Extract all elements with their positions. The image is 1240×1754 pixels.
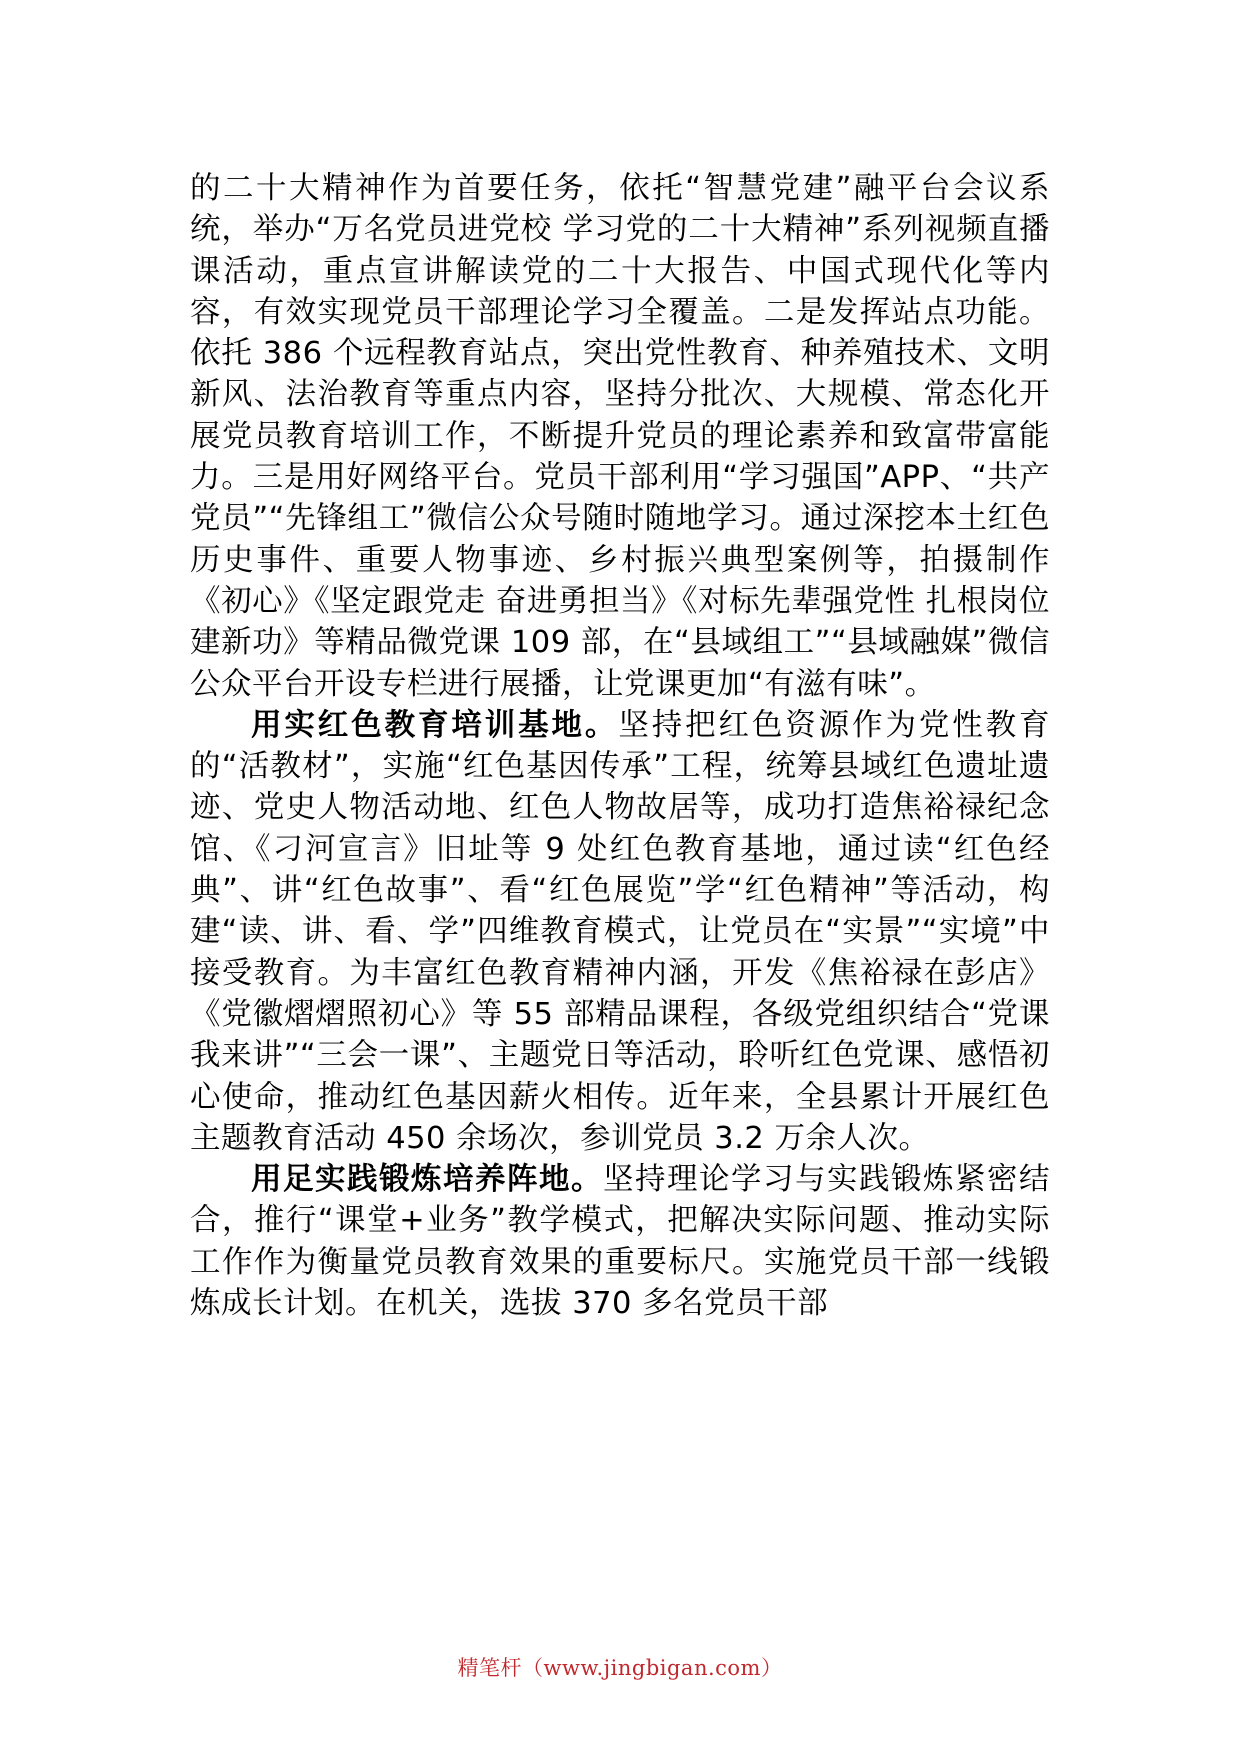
paragraph-text: 坚持把红色资源作为党性教育的“活教材”，实施“红色基因传承”工程，统筹县域红色遗址遗迹、党史人物活动地、红色人物故居等，成功打造焦裕禄纪念馆、《刁河宣言》旧址等 9 处红色教育基地，通过读“红色经典”、讲“红色故事”、看“红色展览”学“红色精神”等活动，构建“读、讲、看、学”四维教育模式，让党员在“实景”“实境”中接受教育。为丰富红色教育精神内涵，开发《焦裕禄在彭店》《党徽熠熠照初心》等 55 部精品课程，各级党组织结合“党课我来讲”“三会一课”、主题党日等活动，聆听红色党课、感悟初心使命，推动红色基因薪火相传。近年来，全县累计开展红色主题教育活动 450 余场次，参训党员 3.2 万余人次。 bbox=[190, 707, 1051, 1156]
paragraph-lead-heading: 用足实践锻炼培养阵地。 bbox=[251, 1162, 603, 1198]
paragraph-text: 的二十大精神作为首要任务，依托“智慧党建”融平台会议系统，举办“万名党员进党校 学习党的二十大精神”系列视频直播课活动，重点宣讲解读党的二十大报告、中国式现代化等内容，有效实现党员干部理论学习全覆盖。二是发挥站点功能。依托 386 个远程教育站点，突出党性教育、种养殖技术、文明新风、法治教育等重点内容，坚持分批次、大规模、常态化开展党员教育培训工作，不断提升党员的理论素养和致富带富能力。三是用好网络平台。党员干部利用“学习强国”APP、“共产党员”“先锋组工”微信公众号随时随地学习。通过深挖本土红色历史事件、重要人物事迹、乡村振兴典型案例等，拍摄制作《初心》《坚定跟党走 奋进勇担当》《对标先辈强党性 扎根岗位建新功》等精品微党课 109 部，在“县域组工”“县域融媒”微信公众平台开设专栏进行展播，让党课更加“有滋有味”。 bbox=[190, 171, 1050, 702]
document-body bbox=[190, 168, 1050, 1324]
paragraph-text: 坚持理论学习与实践锻炼紧密结合，推行“课堂+业务”教学模式，把解决实际问题、推动实际工作作为衡量党员教育效果的重要标尺。实施党员干部一线锻炼成长计划。在机关，选拔 370 多名党员干部 bbox=[190, 1162, 1050, 1322]
footer-watermark: 精笔杆（www.jingbigan.com） bbox=[457, 1656, 783, 1680]
paragraph-lead-heading: 用实红色教育培训基地。 bbox=[251, 707, 619, 743]
paragraph-practice-base bbox=[190, 1159, 1050, 1324]
paragraph-red-education-base bbox=[190, 705, 1050, 1159]
paragraph-continuation bbox=[190, 168, 1050, 705]
